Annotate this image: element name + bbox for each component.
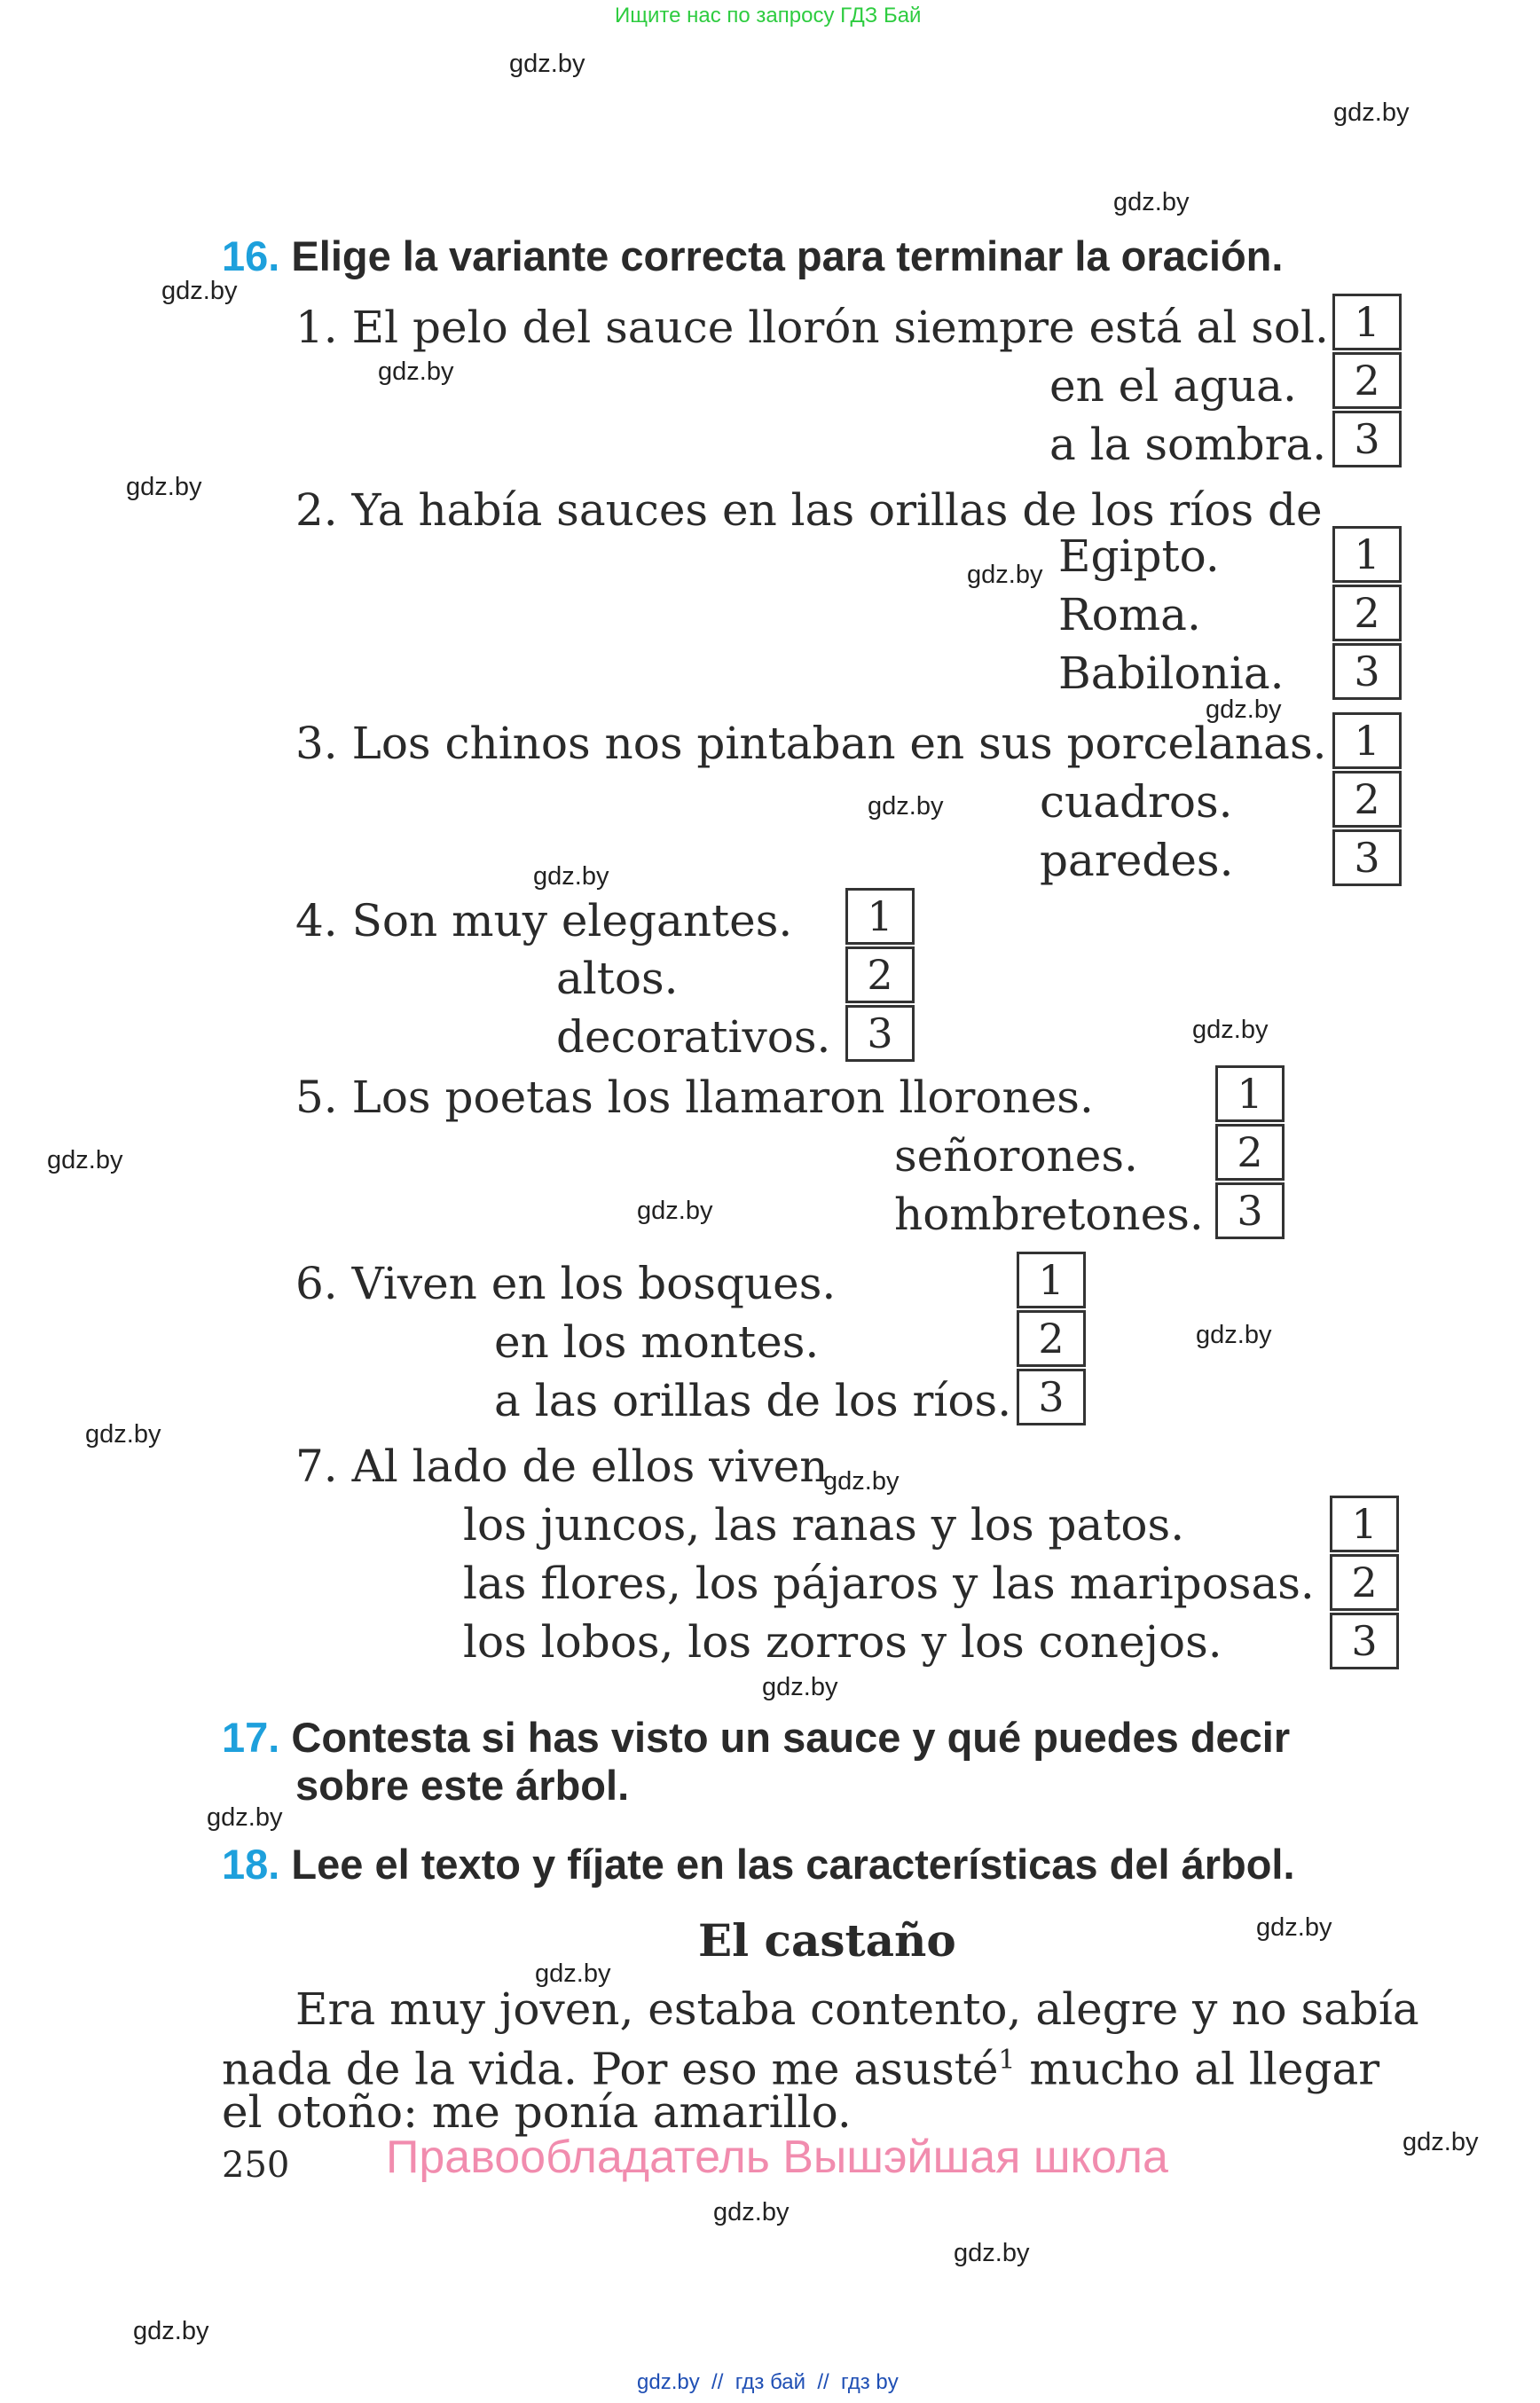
answer-box[interactable]: 2 <box>1017 1310 1086 1367</box>
option: los lobos, los zorros y los conejos. <box>463 1616 1222 1668</box>
watermark: gdz.by <box>535 1959 611 1988</box>
task-number: 16. <box>222 232 280 279</box>
option: Egipto. <box>1058 530 1220 582</box>
footer-links[interactable]: gdz.by // гдз бай // гдз by <box>637 2370 899 2394</box>
question-2 <box>295 484 1323 536</box>
task-17-heading <box>222 1714 1291 1761</box>
answer-box[interactable]: 1 <box>845 888 915 945</box>
answer-box[interactable]: 2 <box>1215 1124 1285 1181</box>
item-stem: Viven <box>351 1258 477 1309</box>
option: las flores, los pájaros y las mariposas. <box>463 1558 1315 1609</box>
item-number: 1. <box>295 302 338 353</box>
watermark: gdz.by <box>509 50 585 78</box>
answer-box[interactable]: 3 <box>1332 411 1402 467</box>
item-number: 7. <box>295 1441 338 1492</box>
item-number: 6. <box>295 1258 338 1309</box>
item-stem: Ya había sauces en las orillas de los ríos de <box>351 484 1323 536</box>
item-stem: Los chinos nos pintaban en sus <box>351 718 1053 769</box>
watermark: gdz.by <box>1196 1321 1272 1349</box>
item-stem: El pelo del sauce llorón siempre está <box>351 302 1182 353</box>
answer-box[interactable]: 2 <box>1332 352 1402 409</box>
answer-box[interactable]: 1 <box>1017 1252 1086 1308</box>
watermark: gdz.by <box>207 1803 283 1832</box>
text-fragment: mucho al llegar <box>1015 2043 1380 2095</box>
option: altos. <box>556 953 679 1004</box>
answer-box[interactable]: 1 <box>1332 712 1402 769</box>
watermark: gdz.by <box>762 1673 838 1701</box>
item-number: 2. <box>295 484 338 536</box>
watermark: gdz.by <box>1402 2128 1479 2156</box>
watermark: gdz.by <box>637 1197 713 1225</box>
watermark: gdz.by <box>967 561 1043 589</box>
watermark: gdz.by <box>1206 695 1282 724</box>
task-number: 17. <box>222 1714 280 1761</box>
watermark: gdz.by <box>47 1146 123 1174</box>
item-stem: Son muy <box>351 895 547 946</box>
option: señorones. <box>894 1130 1138 1182</box>
option: a las orillas de los ríos. <box>494 1375 1012 1426</box>
answer-box[interactable]: 3 <box>1330 1613 1399 1669</box>
answer-box[interactable]: 1 <box>1332 294 1402 350</box>
item-number: 5. <box>295 1072 338 1123</box>
option: a la sombra. <box>1049 419 1327 470</box>
watermark: gdz.by <box>533 862 609 891</box>
option: elegantes. <box>561 895 793 946</box>
copyright-notice: Правообладатель Вышэйшая школа <box>386 2132 1168 2183</box>
answer-box[interactable]: 3 <box>1332 643 1402 700</box>
task-instruction: Lee el texto y fíjate en las características del árbol. <box>291 1841 1295 1888</box>
item-number: 4. <box>295 895 338 946</box>
option: decorativos. <box>556 1011 831 1063</box>
answer-box[interactable]: 2 <box>1330 1554 1399 1611</box>
answer-box[interactable]: 2 <box>1332 585 1402 641</box>
option: hombretones. <box>894 1189 1204 1240</box>
answer-box[interactable]: 3 <box>1215 1182 1285 1239</box>
watermark: gdz.by <box>1113 188 1190 216</box>
question-3 <box>295 718 1327 769</box>
option: Babilonia. <box>1058 648 1285 699</box>
task-instruction: Contesta si has visto un sauce y qué puedes decir <box>291 1714 1291 1761</box>
question-1 <box>295 302 1329 353</box>
task-18-heading <box>222 1841 1295 1888</box>
answer-box[interactable]: 1 <box>1332 526 1402 583</box>
answer-box[interactable]: 3 <box>1332 829 1402 886</box>
watermark: gdz.by <box>378 357 454 386</box>
item-stem: Los poetas los llamaron <box>351 1072 885 1123</box>
option: paredes. <box>1040 835 1234 886</box>
answer-box[interactable]: 1 <box>1330 1496 1399 1552</box>
question-6 <box>295 1258 837 1309</box>
page-number: 250 <box>222 2145 290 2186</box>
task-17-continuation: sobre este árbol. <box>295 1762 630 1809</box>
top-banner: Ищите нас по запросу ГДЗ Бай <box>615 4 922 27</box>
option: Roma. <box>1058 589 1201 640</box>
item-number: 3. <box>295 718 338 769</box>
watermark: gdz.by <box>713 2198 790 2226</box>
watermark: gdz.by <box>954 2239 1030 2267</box>
watermark: gdz.by <box>1333 98 1410 127</box>
footnote-mark[interactable]: 1 <box>998 2045 1016 2076</box>
answer-box[interactable]: 2 <box>1332 771 1402 828</box>
watermark: gdz.by <box>126 473 202 501</box>
option: en los montes. <box>494 1316 820 1368</box>
task-16-heading <box>222 232 1284 279</box>
answer-box[interactable]: 2 <box>845 946 915 1003</box>
answer-box[interactable]: 3 <box>1017 1369 1086 1425</box>
option: porcelanas. <box>1066 718 1327 769</box>
option: al sol. <box>1196 302 1329 353</box>
answer-box[interactable]: 3 <box>845 1005 915 1062</box>
watermark: gdz.by <box>161 277 238 305</box>
task-instruction: Elige la variante correcta para terminar la oración. <box>291 232 1284 279</box>
watermark: gdz.by <box>133 2317 209 2345</box>
question-7 <box>295 1441 829 1492</box>
watermark: gdz.by <box>85 1420 161 1449</box>
paragraph-line: Era muy joven, estaba contento, alegre y no sabía <box>295 1983 1419 2035</box>
question-4 <box>295 895 793 946</box>
option: en el agua. <box>1049 360 1297 412</box>
text-fragment: nada de la vida. Por eso me asusté <box>222 2043 999 2095</box>
watermark: gdz.by <box>1192 1016 1269 1044</box>
item-stem: Al lado de ellos viven <box>351 1441 829 1492</box>
watermark: gdz.by <box>868 792 944 821</box>
paragraph-line: el otoño: me ponía amarillo. <box>222 2086 852 2138</box>
option: llorones. <box>899 1072 1094 1123</box>
option: los juncos, las ranas y los patos. <box>463 1499 1185 1551</box>
task-number: 18. <box>222 1841 280 1888</box>
answer-box[interactable]: 1 <box>1215 1065 1285 1122</box>
text-title: El castaño <box>698 1914 956 1967</box>
option: cuadros. <box>1040 776 1233 828</box>
question-5 <box>295 1072 1094 1123</box>
watermark: gdz.by <box>1256 1913 1332 1942</box>
watermark: gdz.by <box>823 1467 900 1496</box>
option: en los bosques. <box>491 1258 837 1309</box>
